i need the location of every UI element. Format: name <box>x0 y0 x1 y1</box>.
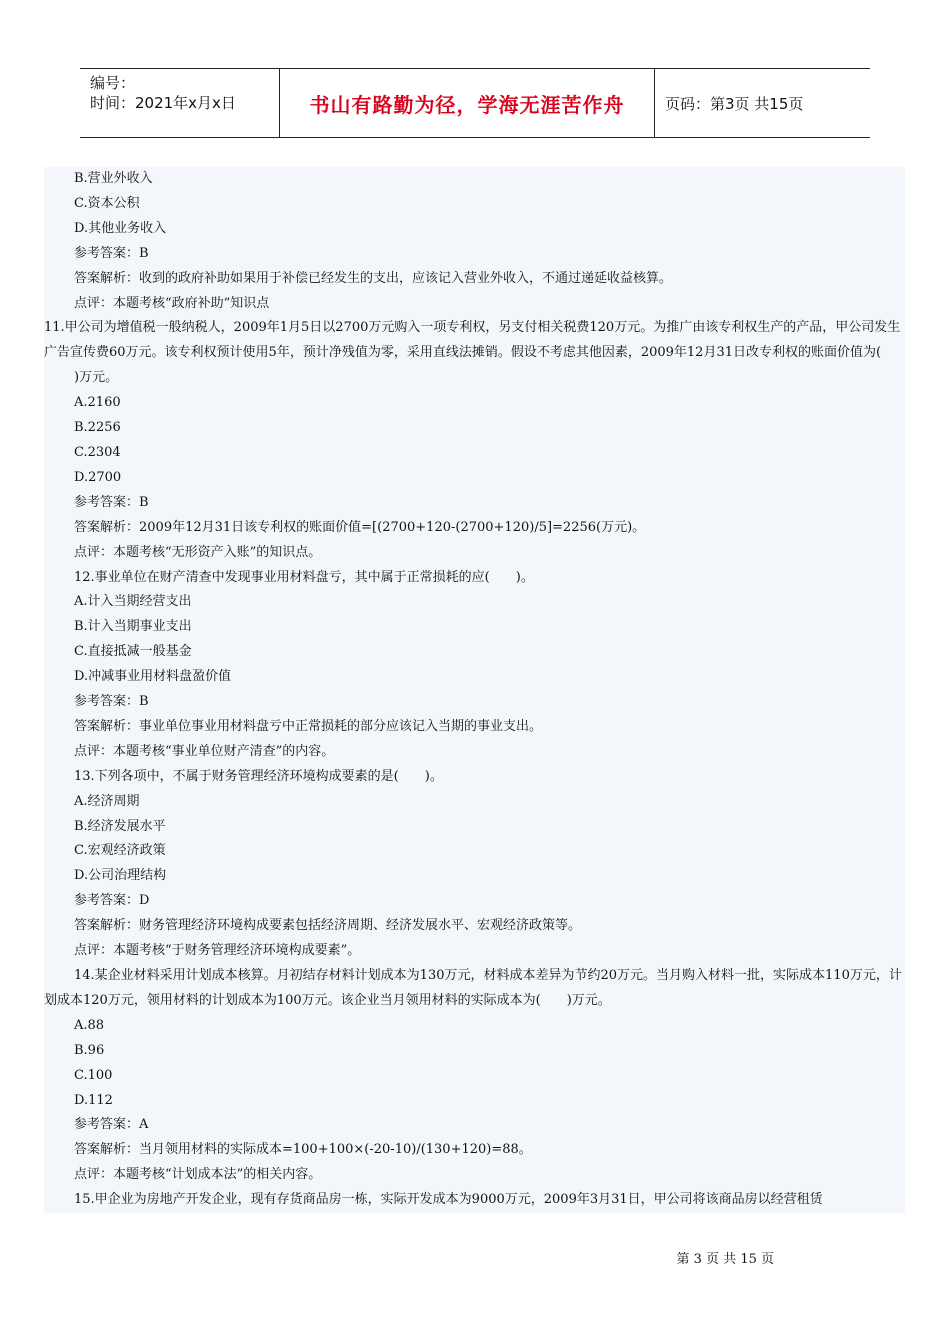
explanation-line: 答案解析：当月领用材料的实际成本=100+100×(-20-10)/(130+120)=88。 <box>74 1142 532 1158</box>
option-line: D.2700 <box>74 469 122 485</box>
option-line: D.公司治理结构 <box>74 868 167 884</box>
answer-line: 参考答案：B <box>74 245 149 261</box>
answer-line: 参考答案：B <box>74 694 149 710</box>
comment-line: 点评：本题考核“无形资产入账”的知识点。 <box>74 544 322 560</box>
question-continuation: )万元。 <box>74 370 119 386</box>
option-line: C.直接抵减一般基金 <box>74 644 192 660</box>
question-text: 15.甲企业为房地产开发企业，现有存货商品房一栋，实际开发成本为9000万元，2009年3月31日，甲公司将该商品房以经营租赁 <box>74 1192 823 1208</box>
option-line: B.96 <box>74 1042 105 1058</box>
option-line: A.88 <box>74 1017 105 1033</box>
option-line: A.计入当期经营支出 <box>74 594 192 610</box>
page-header <box>80 68 870 138</box>
option-line: C.2304 <box>74 444 121 460</box>
header-page-number: 页码：第3页 共15页 <box>665 94 804 113</box>
comment-line: 点评：本题考核“于财务管理经济环境构成要素”。 <box>74 943 361 959</box>
comment-line: 点评：本题考核“计划成本法”的相关内容。 <box>74 1167 322 1183</box>
comment-line: 点评：本题考核“事业单位财产清查”的内容。 <box>74 743 335 759</box>
option-line: B.经济发展水平 <box>74 818 166 834</box>
date-label: 时间：2021年x月x日 <box>90 94 236 112</box>
explanation-line: 答案解析：财务管理经济环境构成要素包括经济周期、经济发展水平、宏观经济政策等。 <box>74 918 582 934</box>
question-text: 13.下列各项中，不属于财务管理经济环境构成要素的是( )。 <box>74 768 443 784</box>
option-line: C.宏观经济政策 <box>74 843 166 859</box>
option-line: A.2160 <box>74 395 121 411</box>
page-footer: 第 3 页 共 15 页 <box>676 1252 774 1267</box>
answer-line: 参考答案：D <box>74 893 150 909</box>
option-line: D.112 <box>74 1092 113 1108</box>
option-line: B.2256 <box>74 420 121 436</box>
option-line: C.100 <box>74 1067 113 1083</box>
option-line: D.冲减事业用材料盘盈价值 <box>74 669 232 685</box>
header-motto: 书山有路勤为径，学海无涯苦作舟 <box>280 69 655 137</box>
question-text: 11.甲公司为增值税一般纳税人，2009年1月5日以2700万元购入一项专利权，另支付相关税费120万元。为推广由该专利权生产的产品，甲公司发生广告宣传费60万元。该专利权预计使用5年，预计净残值为零，采用直线法摊销。假设不考虑其他因素，2009年12月31日改专利权的账面价值为( <box>44 320 901 361</box>
question-text: 12.事业单位在财产清查中发现事业用材料盘亏，其中属于正常损耗的应( )。 <box>74 569 534 585</box>
explanation-line: 答案解析：2009年12月31日该专利权的账面价值=[(2700+120-(2700+120)/5]=2256(万元)。 <box>74 519 646 535</box>
question-text: 14.某企业材料采用计划成本核算。月初结存材料计划成本为130万元，材料成本差异为节约20万元。当月购入材料一批，实际成本110万元，计划成本120万元，领用材料的计划成本为100万元。该企业当月领用材料的实际成本为( )万元。 <box>44 968 902 1008</box>
explanation-line: 答案解析：事业单位事业用材料盘亏中正常损耗的部分应该记入当期的事业支出。 <box>74 718 543 734</box>
answer-line: 参考答案：A <box>74 1117 149 1133</box>
option-line: A.经济周期 <box>74 793 140 809</box>
document-number-label: 编号： <box>90 74 136 92</box>
comment-line: 点评：本题考核“政府补助”知识点 <box>74 295 270 311</box>
header-meta <box>80 69 280 137</box>
option-line: C.资本公积 <box>74 195 140 211</box>
option-line: B.计入当期事业支出 <box>74 619 192 635</box>
explanation-line: 答案解析：收到的政府补助如果用于补偿已经发生的支出，应该记入营业外收入，不通过递延收益核算。 <box>74 270 673 286</box>
answer-line: 参考答案：B <box>74 494 149 510</box>
option-line: D.其他业务收入 <box>74 220 167 236</box>
document-body <box>44 167 905 1213</box>
option-line: B.营业外收入 <box>74 171 153 186</box>
